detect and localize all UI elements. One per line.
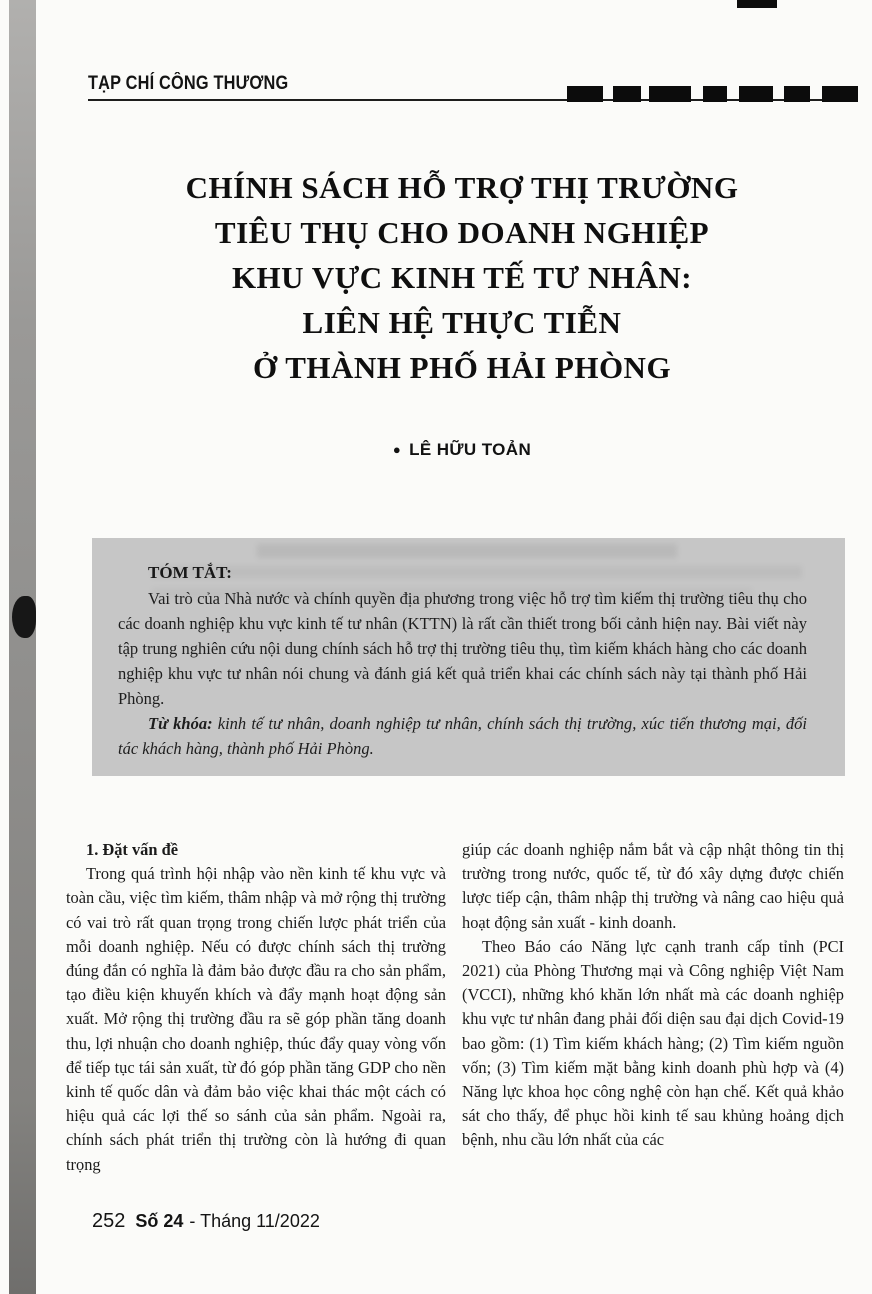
abstract-body: Vai trò của Nhà nước và chính quyền địa phương trong việc hỗ trợ tìm kiếm thị trường tiêu thụ cho các doanh nghiệp khu vực kinh tế tư nhân (KTTN) là rất cần thiết trong bối cảnh hiện nay. Bài viết này tập trung nghiên cứu nội dung chính sách hỗ trợ thị trường tiêu thụ, tìm kiếm khách hàng cho các doanh nghiệp khu vực tư nhân nói chung và đánh giá kết quả triển khai các chính sách này tại thành phố Hải Phòng.: [118, 589, 807, 708]
keywords-label: Từ khóa:: [148, 714, 213, 733]
article-title-line: LIÊN HỆ THỰC TIỄN: [302, 305, 622, 340]
redaction-mark: [613, 86, 641, 102]
article-title-line: TIÊU THỤ CHO DOANH NGHIỆP: [214, 215, 710, 250]
abstract-heading: TÓM TẮT:: [148, 563, 232, 582]
redaction-mark: [784, 86, 810, 102]
scan-artifact-blob: [12, 596, 36, 638]
scan-artifact-top-dash: [737, 0, 777, 8]
author-row: [64, 440, 860, 460]
article-title-line: CHÍNH SÁCH HỖ TRỢ THỊ TRƯỜNG: [185, 170, 739, 205]
body-paragraph: Trong quá trình hội nhập vào nền kinh tế khu vực và toàn cầu, việc tìm kiếm, thâm nhập và mở rộng thị trường có vai trò rất quan trọng trong chiến lược phát triển của mỗi doanh nghiệp. Nếu có được chính sách thị trường đúng đắn có nghĩa là đảm bảo được đầu ra cho sản phẩm, tạo điều kiện khuyến khích và đẩy mạnh hoạt động sản xuất. Mở rộng thị trường đầu ra sẽ góp phần tăng doanh thu, lợi nhuận cho doanh nghiệp, thúc đẩy quay vòng vốn để tiếp tục tái sản xuất, từ đó góp phần tăng GDP cho nền kinh tế quốc dân và đảm bảo việc khai thác một cách có hiệu quả các lợi thế so sánh của sản phẩm. Ngoài ra, chính sách phát triển thị trường còn là hướng đi quan trọng: [66, 864, 446, 1174]
page-number: 252: [92, 1210, 126, 1232]
abstract-box: [92, 538, 845, 776]
redaction-mark: [822, 86, 858, 102]
author-bullet-icon: ●: [392, 442, 402, 457]
keywords-text: kinh tế tư nhân, doanh nghiệp tư nhân, chính sách thị trường, xúc tiến thương mại, đối tác khách hàng, thành phố Hải Phòng.: [118, 714, 808, 758]
journal-name: TẠP CHÍ CÔNG THƯƠNG: [88, 72, 289, 94]
page-footer: [92, 1210, 320, 1233]
scan-bleedthrough: [152, 566, 802, 578]
section-heading: 1. Đặt vấn đề: [86, 840, 178, 859]
redaction-mark: [649, 86, 691, 102]
body-paragraph: Theo Báo cáo Năng lực cạnh tranh cấp tỉnh (PCI 2021) của Phòng Thương mại và Công nghiệp Việt Nam (VCCI), những khó khăn lớn nhất mà các doanh nghiệp khu vực tư nhân đang phải đối diện sau đại dịch Covid-19 bao gồm: (1) Tìm kiếm khách hàng; (2) Tìm kiếm nguồn vốn; (3) Tìm kiếm mặt bằng kinh doanh phù hợp và (4) Năng lực khoa học công nghệ còn hạn chế. Kết quả khảo sát cho thấy, để phục hồi kinh tế sau khủng hoảng dịch bệnh, nhu cầu lớn nhất của các: [462, 936, 844, 1150]
redaction-mark: [567, 86, 603, 102]
author-name: LÊ HỮU TOẢN: [409, 440, 532, 459]
scan-bleedthrough: [257, 544, 677, 558]
body-column-left: [66, 838, 446, 1177]
scan-bleedthrough: [152, 588, 752, 599]
article-title: [64, 165, 860, 390]
article-title-line: KHU VỰC KINH TẾ TƯ NHÂN:: [231, 260, 693, 295]
body-paragraph: giúp các doanh nghiệp nắm bắt và cập nhật thông tin thị trường trong nước, quốc tế, từ đó xây dựng được chiến lược tiếp cận, thâm nhập thị trường và nâng cao hiệu quả hoạt động sản xuất - kinh doanh.: [462, 840, 844, 932]
redaction-mark: [739, 86, 773, 102]
issue-label: Số 24: [135, 1211, 184, 1231]
article-title-line: Ở THÀNH PHỐ HẢI PHÒNG: [252, 350, 672, 385]
issue-date: - Tháng 11/2022: [189, 1211, 320, 1231]
abstract-keywords: [118, 711, 807, 761]
body-column-right: [462, 838, 844, 1153]
scan-gutter-shadow: [9, 0, 36, 1294]
redaction-mark: [703, 86, 727, 102]
